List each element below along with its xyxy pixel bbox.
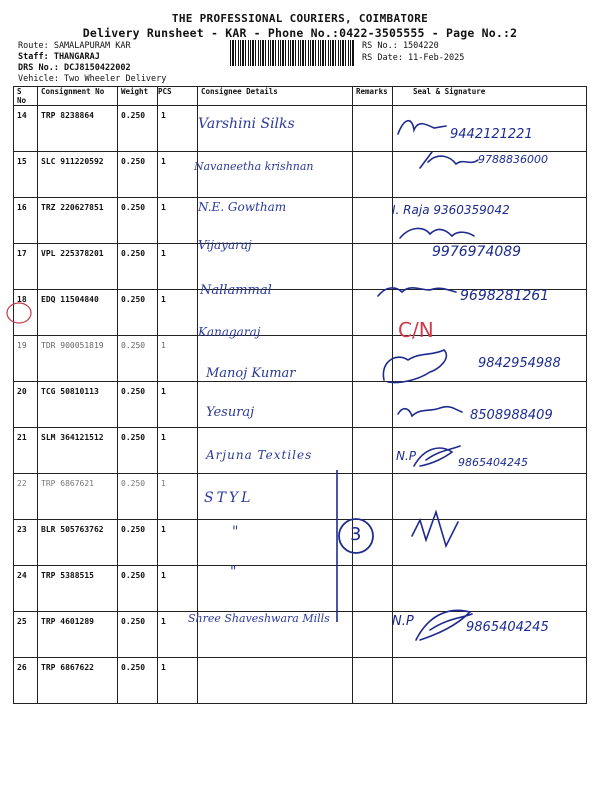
row-consignment-no: SLC 911220592	[38, 152, 118, 198]
company-title: THE PROFESSIONAL COURIERS, COIMBATORE	[171, 12, 429, 25]
col-pcs: PCS	[158, 87, 198, 106]
row-pcs: 1	[158, 198, 198, 244]
row-sno: 16	[14, 198, 38, 244]
row-weight: 0.250	[118, 382, 158, 428]
row-pcs: 1	[158, 474, 198, 520]
row-consignment-no: TRP 4601289	[38, 612, 118, 658]
signature-phone: 9442121221	[450, 127, 533, 142]
signature-phone: 9865404245	[458, 456, 528, 469]
row-pcs: 1	[158, 428, 198, 474]
signature-phone: I. Raja 9360359042	[392, 203, 510, 217]
row-weight: 0.250	[118, 566, 158, 612]
row-weight: 0.250	[118, 290, 158, 336]
signature-phone: 9842954988	[478, 356, 561, 371]
row-weight: 0.250	[118, 520, 158, 566]
row-weight: 0.250	[118, 658, 158, 704]
row-sno: 24	[14, 566, 38, 612]
row-sno: 17	[14, 244, 38, 290]
row-weight: 0.250	[118, 106, 158, 152]
row-sno: 26	[14, 658, 38, 704]
row-weight: 0.250	[118, 336, 158, 382]
signature-phone: 9976974089	[432, 244, 522, 260]
row-sno: 15	[14, 152, 38, 198]
col-weight: Weight	[118, 87, 158, 106]
signature-phone: 9788836000	[478, 153, 548, 166]
row-weight: 0.250	[118, 198, 158, 244]
route-label: Route: SAMALAPURAM KAR	[18, 41, 131, 51]
consignee-handwriting: "	[232, 524, 239, 540]
consignee-handwriting: Kanagaraj	[198, 325, 261, 339]
row-sno: 19	[14, 336, 38, 382]
row-pcs: 1	[158, 658, 198, 704]
consignee-handwriting: Navaneetha krishnan	[194, 160, 314, 173]
col-signature: Seal & Signature	[393, 87, 587, 106]
row-consignment-no: TCG 50810113	[38, 382, 118, 428]
consignee-handwriting: Vijayaraj	[198, 238, 252, 252]
consignee-handwriting: Varshini Silks	[198, 116, 295, 132]
rs-number: RS No.: 1504220	[362, 41, 439, 51]
row-pcs: 1	[158, 382, 198, 428]
row-sno: 22	[14, 474, 38, 520]
np-mark: N.P	[396, 449, 417, 463]
row-weight: 0.250	[118, 612, 158, 658]
row-pcs: 1	[158, 244, 198, 290]
consignee-handwriting: Shree Shaveshwara Mills	[188, 612, 330, 625]
row-sno: 14	[14, 106, 38, 152]
row-pcs: 1	[158, 566, 198, 612]
rs-date: RS Date: 11-Feb-2025	[362, 53, 465, 63]
consignee-handwriting: Yesuraj	[206, 405, 255, 420]
row-weight: 0.250	[118, 244, 158, 290]
consignee-handwriting: Nallammal	[200, 283, 272, 298]
row-pcs: 1	[158, 612, 198, 658]
col-remarks: Remarks	[353, 87, 393, 106]
row-consignment-no: TDR 900051819	[38, 336, 118, 382]
row-consignment-no: VPL 225378201	[38, 244, 118, 290]
consignee-handwriting: Arjuna Textiles	[206, 448, 313, 462]
row-weight: 0.250	[118, 474, 158, 520]
row-sno: 21	[14, 428, 38, 474]
cn-red-mark: C/N	[398, 318, 434, 342]
consignee-handwriting: N.E. Gowtham	[198, 200, 287, 214]
row-sno: 18	[14, 290, 38, 336]
row-weight: 0.250	[118, 428, 158, 474]
row-sno: 20	[14, 382, 38, 428]
row-pcs: 1	[158, 290, 198, 336]
drs-label: DRS No.: DCJ8150422002	[18, 63, 131, 73]
consignee-handwriting: Manoj Kumar	[206, 366, 296, 381]
row-consignment-no: EDQ 11504840	[38, 290, 118, 336]
col-consignee: Consignee Details	[198, 87, 353, 106]
col-sno: S No	[14, 87, 38, 106]
signature-phone: 9698281261	[460, 288, 550, 304]
consignee-handwriting: "	[230, 564, 237, 580]
signature-phone: 9865404245	[466, 620, 549, 635]
row-pcs: 1	[158, 520, 198, 566]
row-pcs: 1	[158, 152, 198, 198]
row-consignment-no: TRP 6867621	[38, 474, 118, 520]
row-pcs: 1	[158, 106, 198, 152]
row-consignment-no: TRZ 220627851	[38, 198, 118, 244]
vehicle-label: Vehicle: Two Wheeler Delivery	[18, 74, 167, 84]
row-consignment-no: TRP 8238864	[38, 106, 118, 152]
row-consignment-no: TRP 5388515	[38, 566, 118, 612]
np-mark: N.P	[392, 614, 414, 629]
circled-count: 3	[350, 524, 362, 545]
runsheet-subtitle: Delivery Runsheet - KAR - Phone No.:0422-3505555 - Page No.:2	[82, 26, 518, 40]
row-consignment-no: SLM 364121512	[38, 428, 118, 474]
row-pcs: 1	[158, 336, 198, 382]
col-consignment: Consignment No	[38, 87, 118, 106]
row-weight: 0.250	[118, 152, 158, 198]
consignee-handwriting: STYL	[204, 490, 254, 506]
signature-phone: 8508988409	[470, 408, 553, 423]
row-consignment-no: TRP 6867622	[38, 658, 118, 704]
row-sno: 23	[14, 520, 38, 566]
staff-label: Staff: THANGARAJ	[18, 52, 100, 62]
row-sno: 25	[14, 612, 38, 658]
row-consignment-no: BLR 505763762	[38, 520, 118, 566]
